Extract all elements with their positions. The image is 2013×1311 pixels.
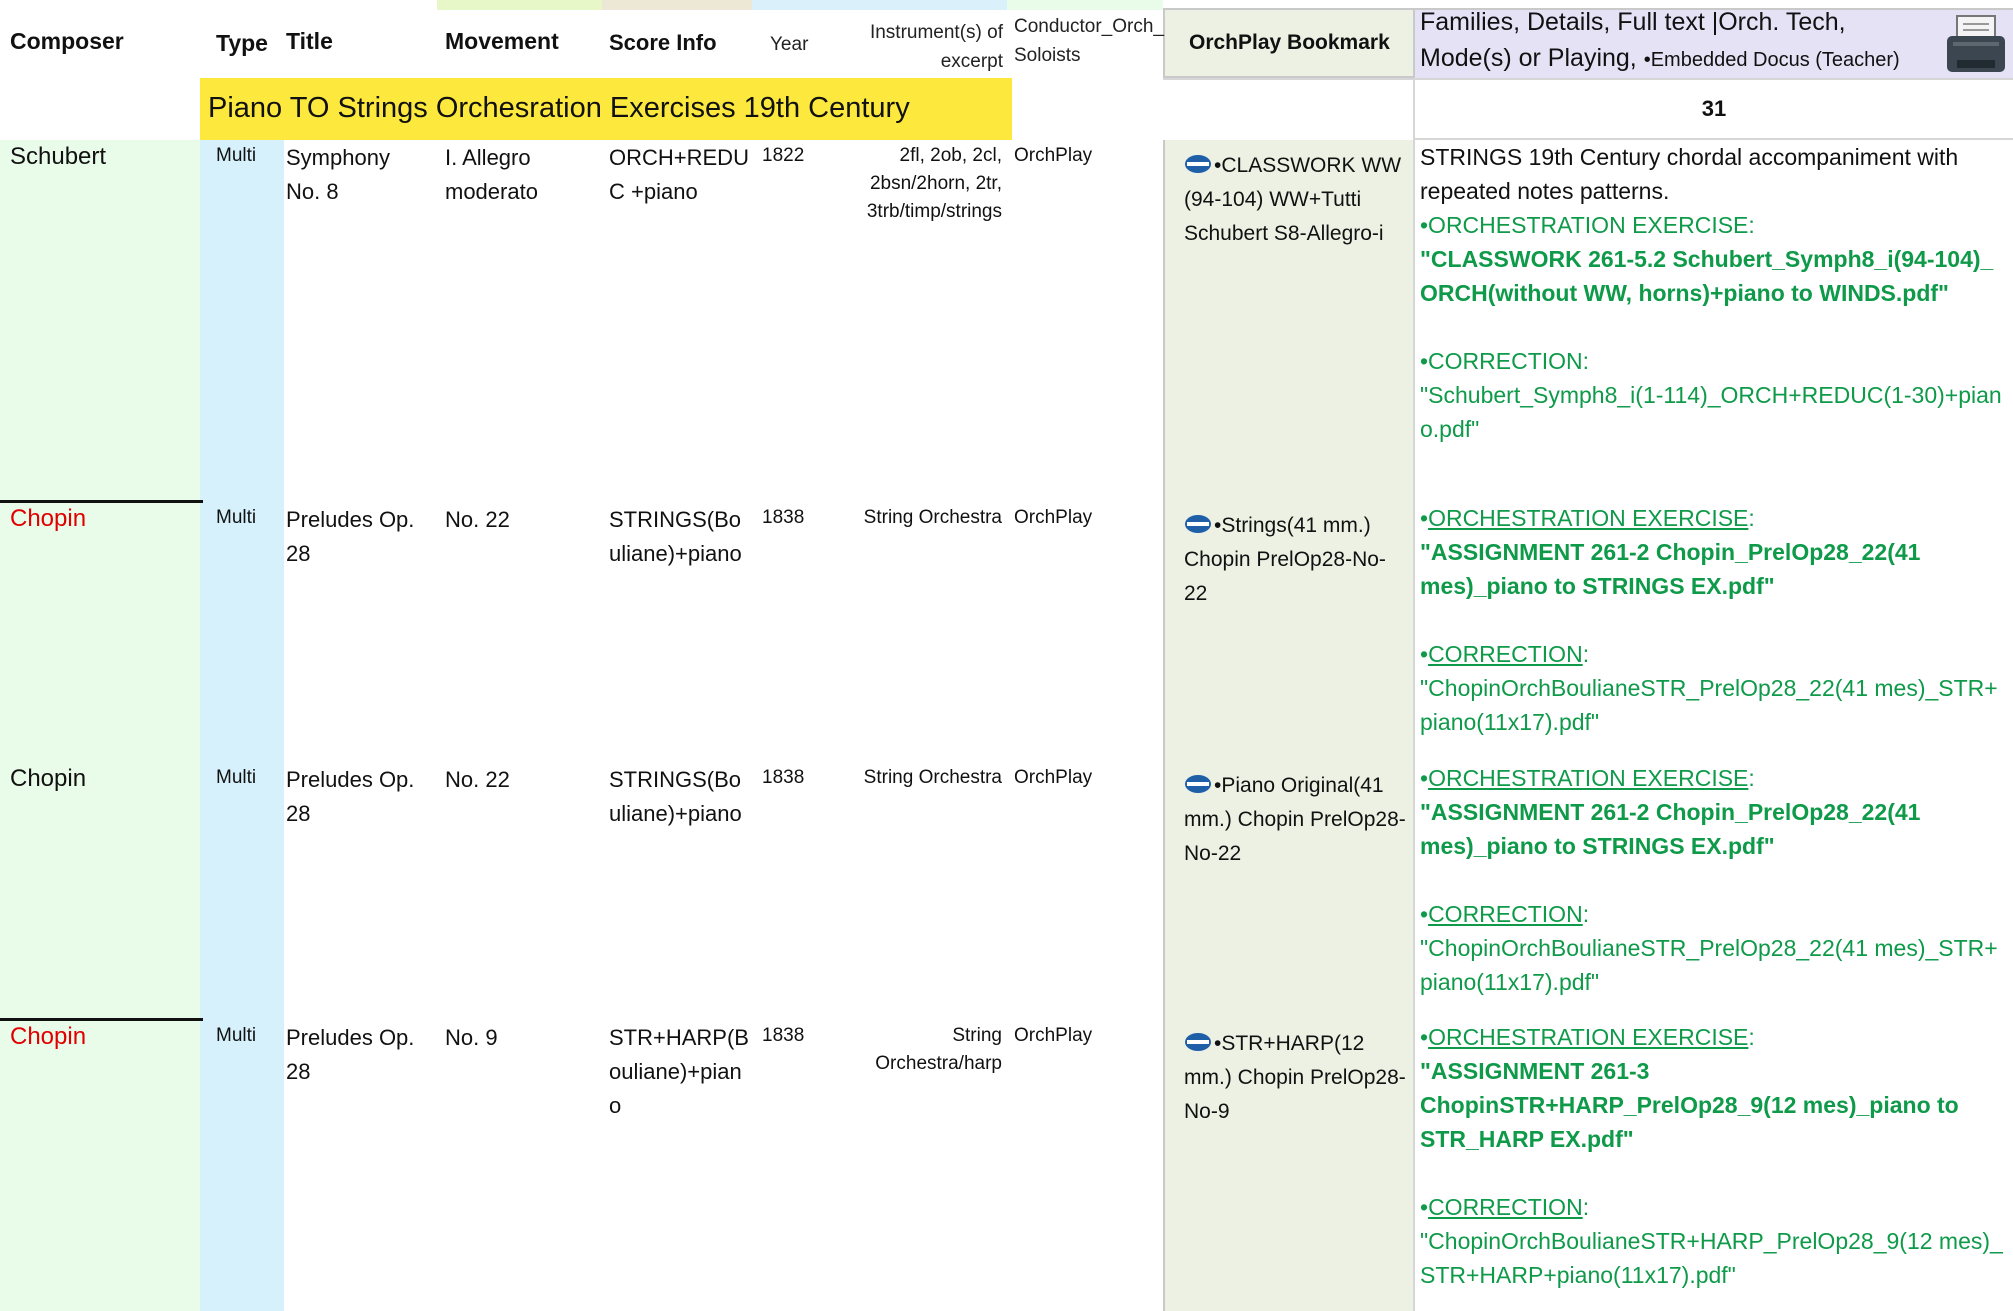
header-strip-conductor [1007, 0, 1163, 10]
row-conductor: OrchPlay [1014, 507, 1093, 528]
orchplay-bookmark-icon [1184, 1029, 1212, 1049]
row-title: Preludes Op. 28 [286, 507, 415, 566]
orchplay-bookmark-icon [1184, 771, 1212, 791]
header-families-line2-text: Mode(s) or Playing, [1420, 44, 1637, 72]
row-exercise-label-line: •ORCHESTRATION EXERCISE: [1420, 765, 1755, 791]
header-families-line1: Families, Details, Full text |Orch. Tech, [1420, 8, 1846, 36]
section-banner-title: Piano TO Strings Orchesration Exercises 19th Century [208, 92, 910, 124]
row-year: 1822 [762, 145, 805, 166]
header-bottom-line [1163, 78, 2013, 80]
row-correction-file[interactable]: "ChopinOrchBoulianeSTR+HARP_PrelOp28_9(12 mes)_STR+HARP+piano(11x17).pdf" [1420, 1228, 2003, 1288]
header-conductor: Conductor_Orch_Soloists [1014, 16, 1164, 66]
row-exercise-label-line: •ORCHESTRATION EXERCISE: [1420, 1024, 1755, 1050]
row-exercise-file[interactable]: "ASSIGNMENT 261-2 Chopin_PrelOp28_22(41 mes)_piano to STRINGS EX.pdf" [1420, 799, 1921, 859]
row-instruments: String Orchestra/harp [875, 1025, 1002, 1074]
row-instruments: 2fl, 2ob, 2cl, 2bsn/2horn, 2tr, 3trb/timp/strings [866, 145, 1002, 222]
row-composer: Chopin [10, 1023, 87, 1050]
row-title: Symphony No. 8 [286, 145, 390, 204]
row-exercise-file[interactable]: "CLASSWORK 261-5.2 Schubert_Symph8_i(94-104)_ORCH(without WW, horns)+piano to WINDS.pdf" [1420, 246, 1994, 306]
header-families-embedded: •Embedded Docus (Teacher) [1643, 49, 1900, 71]
row-instruments: String Orchestra [863, 507, 1002, 528]
families-left-border [1413, 78, 1415, 1311]
row-exercise-label-line: •ORCHESTRATION EXERCISE: [1420, 505, 1755, 531]
row-bookmark-text: •STR+HARP(12 mm.) Chopin PrelOp28-No-9 [1184, 1032, 1406, 1123]
row-type: Multi [216, 507, 257, 528]
header-composer: Composer [10, 28, 124, 54]
row-notes [1420, 501, 2006, 739]
row-correction-label-line: •CORRECTION: [1420, 1194, 1590, 1220]
row-title: Preludes Op. 28 [286, 1025, 415, 1084]
row-score-info: STR+HARP(Bouliane)+piano [609, 1025, 749, 1118]
row-notes-intro: STRINGS 19th Century chordal accompaniment with repeated notes patterns. [1420, 144, 1959, 204]
row-notes [1420, 140, 2006, 446]
row-notes [1420, 1020, 2006, 1292]
row-year: 1838 [762, 767, 805, 788]
row-correction-label-line: •CORRECTION: [1420, 901, 1590, 927]
row-exercise-label[interactable]: ORCHESTRATION EXERCISE [1428, 505, 1749, 531]
header-strip-year [752, 0, 1007, 10]
row-score-info: ORCH+REDUC +piano [609, 145, 749, 204]
header-instruments: Instrument(s) of excerpt [869, 22, 1003, 72]
section-count: 31 [1701, 96, 1727, 121]
row-exercise-file[interactable]: "ASSIGNMENT 261-3 ChopinSTR+HARP_PrelOp28_9(12 mes)_piano to STR_HARP EX.pdf" [1420, 1058, 1959, 1152]
header-strip-movement [437, 0, 602, 10]
row-movement: I. Allegro moderato [445, 145, 538, 204]
header-movement: Movement [445, 28, 559, 54]
row-score-info: STRINGS(Bouliane)+piano [609, 767, 742, 826]
printer-icon[interactable] [1945, 12, 2007, 76]
row-exercise-file[interactable]: "ASSIGNMENT 261-2 Chopin_PrelOp28_22(41 mes)_piano to STRINGS EX.pdf" [1420, 539, 1921, 599]
row-correction-file[interactable]: "ChopinOrchBoulianeSTR_PrelOp28_22(41 mes)_STR+piano(11x17).pdf" [1420, 675, 1998, 735]
section-banner [200, 78, 1012, 140]
row-bookmark-text: •CLASSWORK WW (94-104) WW+Tutti Schubert S8-Allegro-i [1184, 154, 1402, 245]
row-type: Multi [216, 145, 257, 166]
header-families-line2 [1420, 44, 1900, 73]
row-bookmark-text: •Piano Original(41 mm.) Chopin PrelOp28-No-22 [1184, 774, 1406, 865]
header-score-info: Score Info [609, 30, 717, 55]
header-type: Type [216, 30, 268, 56]
row-bookmark[interactable] [1184, 769, 1408, 871]
header-bookmark: OrchPlay Bookmark [1189, 31, 1390, 54]
header-year: Year [770, 34, 809, 55]
bookmark-column-bg [1163, 140, 1415, 1311]
row-conductor: OrchPlay [1014, 145, 1093, 166]
row-bookmark[interactable] [1184, 509, 1408, 611]
row-correction-file[interactable]: "ChopinOrchBoulianeSTR_PrelOp28_22(41 mes)_STR+piano(11x17).pdf" [1420, 935, 1998, 995]
row-type: Multi [216, 767, 257, 788]
row-composer: Chopin [10, 765, 87, 792]
composer-column-bg [0, 140, 200, 1311]
row-bookmark[interactable] [1184, 1027, 1408, 1129]
orchplay-bookmark-icon [1184, 151, 1212, 171]
row-correction-label: •CORRECTION: [1420, 348, 1590, 374]
row-correction-label[interactable]: CORRECTION [1428, 1194, 1583, 1220]
row-correction-file[interactable]: "Schubert_Symph8_i(1-114)_ORCH+REDUC(1-30)+piano.pdf" [1420, 382, 2002, 442]
row-instruments: String Orchestra [863, 767, 1002, 788]
type-column-bg [200, 140, 284, 1311]
row-type: Multi [216, 1025, 257, 1046]
row-year: 1838 [762, 1025, 805, 1046]
row-exercise-label[interactable]: ORCHESTRATION EXERCISE [1428, 765, 1749, 791]
row-title: Preludes Op. 28 [286, 767, 415, 826]
row-notes [1420, 761, 2006, 999]
row-score-info: STRINGS(Bouliane)+piano [609, 507, 742, 566]
row-exercise-label: •ORCHESTRATION EXERCISE: [1420, 212, 1755, 238]
row-conductor: OrchPlay [1014, 767, 1093, 788]
row-correction-label-line: •CORRECTION: [1420, 641, 1590, 667]
row-composer: Schubert [10, 143, 107, 170]
row-movement: No. 9 [445, 1025, 498, 1050]
orchplay-bookmark-icon [1184, 511, 1212, 531]
row-composer: Chopin [10, 505, 87, 532]
header-strip-score [602, 0, 752, 10]
row-correction-label[interactable]: CORRECTION [1428, 901, 1583, 927]
row-bookmark[interactable] [1184, 149, 1408, 251]
header-title: Title [286, 28, 333, 54]
row-year: 1838 [762, 507, 805, 528]
row-correction-label[interactable]: CORRECTION [1428, 641, 1583, 667]
row-movement: No. 22 [445, 507, 510, 532]
row-conductor: OrchPlay [1014, 1025, 1093, 1046]
row-movement: No. 22 [445, 767, 510, 792]
row-exercise-label[interactable]: ORCHESTRATION EXERCISE [1428, 1024, 1749, 1050]
row-bookmark-text: •Strings(41 mm.) Chopin PrelOp28-No-22 [1184, 514, 1386, 605]
